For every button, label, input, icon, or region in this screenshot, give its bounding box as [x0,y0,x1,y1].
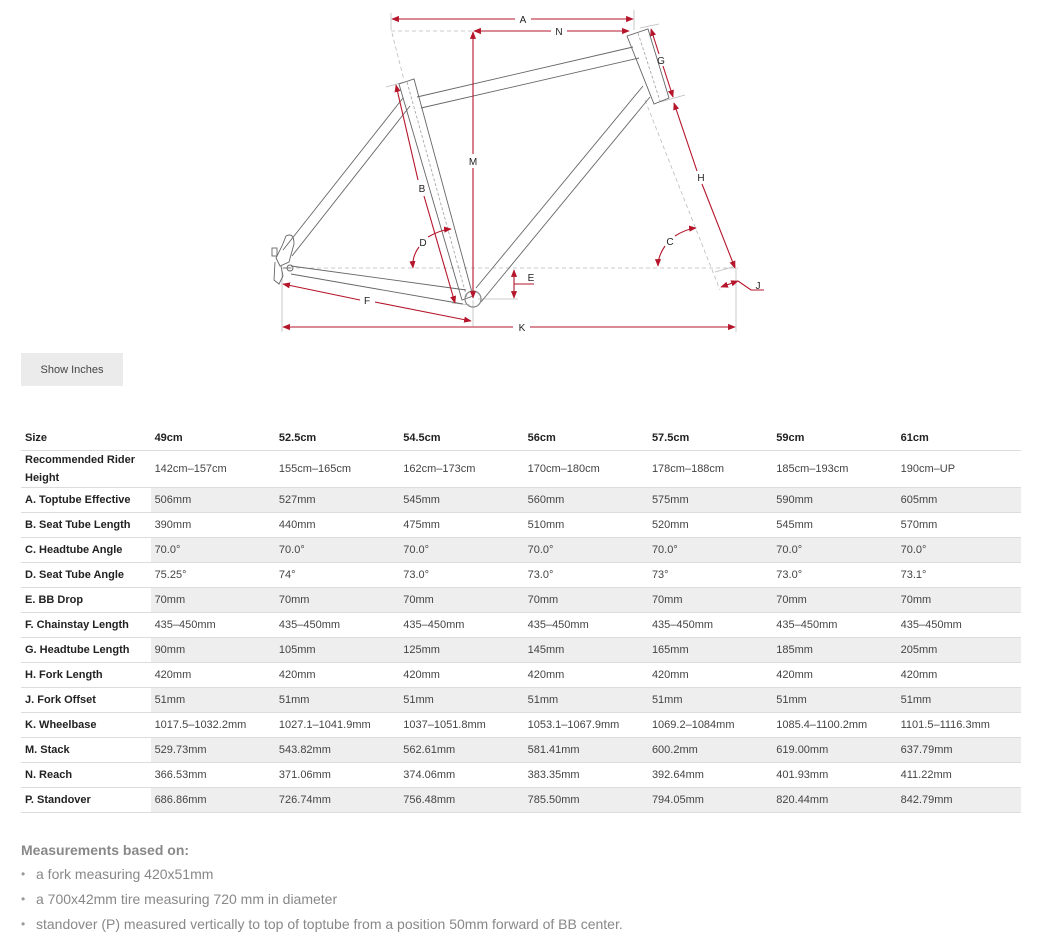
row-value: 560mm [524,488,648,513]
row-value: 1017.5–1032.2mm [151,713,275,738]
row-label: Recommended Rider Height [21,451,151,488]
table-row [21,451,1021,488]
row-value: 165mm [648,638,772,663]
row-label: E. BB Drop [21,588,151,613]
row-value: 73.0° [399,563,523,588]
row-value: 190cm–UP [897,451,1021,488]
row-value: 420mm [275,663,399,688]
row-value: 1101.5–1116.3mm [897,713,1021,738]
table-row [21,638,1021,663]
row-value: 506mm [151,488,275,513]
row-value: 51mm [897,688,1021,713]
row-value: 440mm [275,513,399,538]
label-F: F [363,296,371,307]
row-value: 1027.1–1041.9mm [275,713,399,738]
row-value: 435–450mm [897,613,1021,638]
dim-J [721,281,738,287]
table-row [21,713,1021,738]
row-value: 374.06mm [399,763,523,788]
row-value: 520mm [648,513,772,538]
row-label: D. Seat Tube Angle [21,563,151,588]
bike-frame [272,29,669,307]
row-value: 205mm [897,638,1021,663]
label-C: C [666,237,674,248]
guide-lines [282,10,738,332]
row-value: 1085.4–1100.2mm [772,713,896,738]
label-E: E [527,273,535,284]
row-value: 543.82mm [275,738,399,763]
row-label: C. Headtube Angle [21,538,151,563]
header-size-label: Size [21,425,151,451]
row-value: 73.0° [772,563,896,588]
table-row [21,738,1021,763]
row-value: 51mm [648,688,772,713]
table-row [21,488,1021,513]
row-value: 51mm [275,688,399,713]
row-value: 435–450mm [275,613,399,638]
row-value: 756.48mm [399,788,523,813]
table-row [21,663,1021,688]
row-value: 185cm–193cm [772,451,896,488]
row-value: 51mm [151,688,275,713]
row-value: 70mm [151,588,275,613]
header-size: 52.5cm [275,425,399,451]
row-value: 70mm [275,588,399,613]
row-value: 510mm [524,513,648,538]
row-value: 435–450mm [524,613,648,638]
row-value: 420mm [151,663,275,688]
row-value: 545mm [399,488,523,513]
row-value: 575mm [648,488,772,513]
row-value: 820.44mm [772,788,896,813]
dim-D [428,229,451,237]
row-value: 105mm [275,638,399,663]
row-value: 527mm [275,488,399,513]
header-size: 61cm [897,425,1021,451]
measurement-notes [21,842,623,937]
row-value: 73.0° [524,563,648,588]
note-item: • a fork measuring 420x51mm [21,862,623,887]
dim-C [675,228,696,236]
row-label: B. Seat Tube Length [21,513,151,538]
table-header-row [21,425,1021,451]
row-value: 420mm [772,663,896,688]
row-value: 726.74mm [275,788,399,813]
row-value: 605mm [897,488,1021,513]
row-value: 411.22mm [897,763,1021,788]
row-value: 475mm [399,513,523,538]
row-value: 51mm [524,688,648,713]
header-size: 49cm [151,425,275,451]
header-size: 54.5cm [399,425,523,451]
row-value: 581.41mm [524,738,648,763]
row-value: 562.61mm [399,738,523,763]
row-value: 51mm [399,688,523,713]
notes-list [21,862,623,937]
row-value: 435–450mm [399,613,523,638]
table-row [21,788,1021,813]
row-value: 785.50mm [524,788,648,813]
note-item: • standover (P) measured vertically to top of toptube from a position 50mm forward of BB center. [21,912,623,937]
table-row [21,513,1021,538]
row-value: 70mm [648,588,772,613]
row-value: 1037–1051.8mm [399,713,523,738]
row-label: F. Chainstay Length [21,613,151,638]
row-value: 70.0° [275,538,399,563]
row-value: 590mm [772,488,896,513]
row-value: 570mm [897,513,1021,538]
label-K: K [518,323,526,334]
row-value: 90mm [151,638,275,663]
label-M: M [468,157,478,168]
row-value: 74° [275,563,399,588]
row-value: 435–450mm [151,613,275,638]
dim-F [283,284,360,300]
row-value: 420mm [524,663,648,688]
row-value: 70.0° [772,538,896,563]
row-value: 545mm [772,513,896,538]
note-item: • a 700x42mm tire measuring 720 mm in diameter [21,887,623,912]
label-J: J [755,281,761,292]
table-row [21,538,1021,563]
row-value: 842.79mm [897,788,1021,813]
row-value: 371.06mm [275,763,399,788]
row-value: 155cm–165cm [275,451,399,488]
label-H: H [697,173,705,184]
row-value: 435–450mm [772,613,896,638]
row-value: 529.73mm [151,738,275,763]
row-value: 619.00mm [772,738,896,763]
row-label: A. Toptube Effective [21,488,151,513]
row-value: 420mm [648,663,772,688]
row-value: 794.05mm [648,788,772,813]
table-row [21,563,1021,588]
row-value: 73.1° [897,563,1021,588]
table-row [21,688,1021,713]
row-value: 70.0° [151,538,275,563]
row-label: P. Standover [21,788,151,813]
row-value: 178cm–188cm [648,451,772,488]
row-label: M. Stack [21,738,151,763]
geometry-table [21,425,1021,813]
row-value: 420mm [399,663,523,688]
row-value: 600.2mm [648,738,772,763]
show-inches-button[interactable]: Show Inches [21,353,123,386]
row-value: 73° [648,563,772,588]
row-value: 392.64mm [648,763,772,788]
row-value: 70.0° [897,538,1021,563]
row-value: 1069.2–1084mm [648,713,772,738]
header-size: 57.5cm [648,425,772,451]
frame-geometry-diagram [0,0,1043,345]
dim-H [674,103,697,171]
row-value: 435–450mm [648,613,772,638]
row-value: 401.93mm [772,763,896,788]
label-B: B [418,184,426,195]
row-value: 390mm [151,513,275,538]
row-value: 70.0° [648,538,772,563]
row-value: 51mm [772,688,896,713]
row-value: 145mm [524,638,648,663]
label-A: A [519,15,527,26]
row-value: 70mm [399,588,523,613]
row-label: G. Headtube Length [21,638,151,663]
row-value: 70mm [897,588,1021,613]
row-label: N. Reach [21,763,151,788]
row-value: 70.0° [399,538,523,563]
row-label: J. Fork Offset [21,688,151,713]
dim-B [396,85,418,180]
label-G: G [657,56,665,67]
row-value: 1053.1–1067.9mm [524,713,648,738]
row-value: 170cm–180cm [524,451,648,488]
label-N: N [555,27,563,38]
row-value: 686.86mm [151,788,275,813]
row-value: 420mm [897,663,1021,688]
row-label: H. Fork Length [21,663,151,688]
row-value: 70.0° [524,538,648,563]
row-value: 185mm [772,638,896,663]
row-value: 125mm [399,638,523,663]
dimension-lines [283,19,764,327]
notes-title: Measurements based on: [21,842,190,858]
label-D: D [419,238,427,249]
row-value: 75.25° [151,563,275,588]
row-value: 366.53mm [151,763,275,788]
table-row [21,613,1021,638]
header-size: 59cm [772,425,896,451]
row-value: 70mm [772,588,896,613]
header-size: 56cm [524,425,648,451]
table-row [21,763,1021,788]
row-value: 637.79mm [897,738,1021,763]
dimension-labels [364,15,761,334]
row-value: 383.35mm [524,763,648,788]
row-value: 162cm–173cm [399,451,523,488]
row-value: 142cm–157cm [151,451,275,488]
row-value: 70mm [524,588,648,613]
row-label: K. Wheelbase [21,713,151,738]
table-row [21,588,1021,613]
